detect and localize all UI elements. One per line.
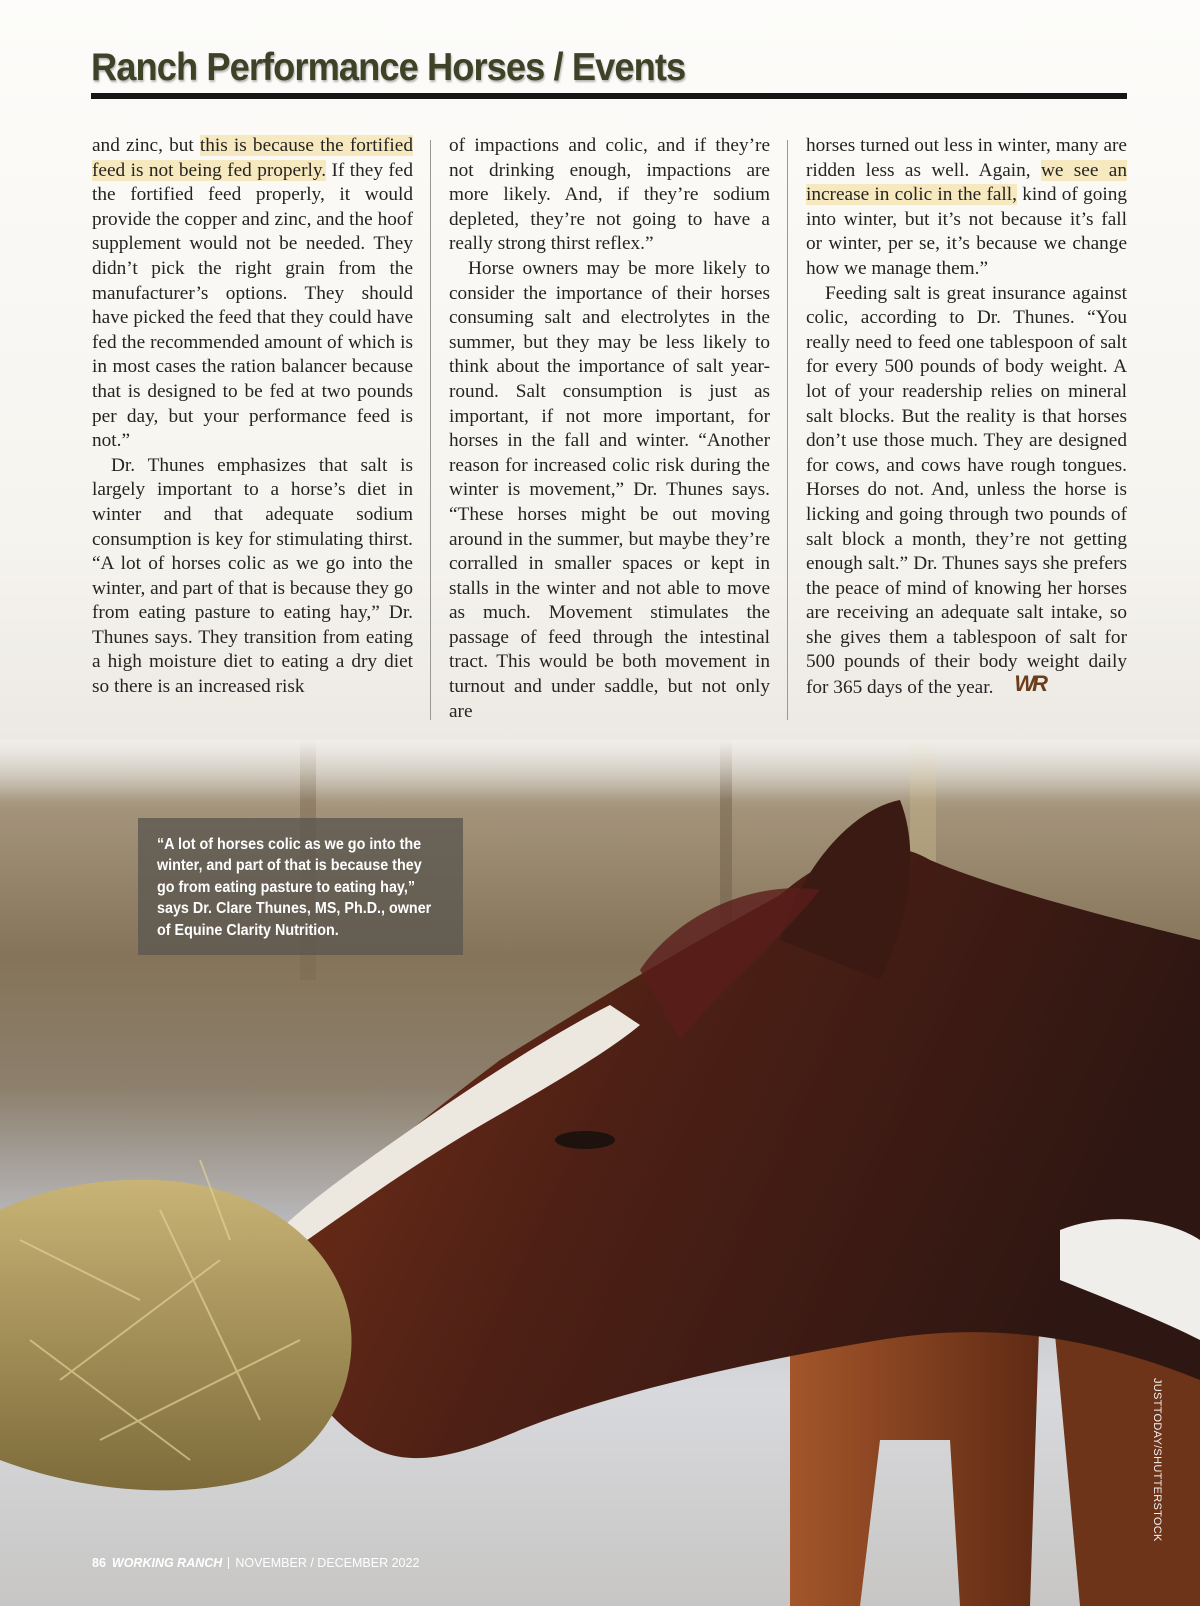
paragraph: Dr. Thunes emphasizes that salt is largely important to a horse’s diet in winter and that adequate sodium consumption is key for stimulating thirst. “A lot of horses colic as we go into the winter, and part of that is because they go from eating pasture to eating hay,” Dr. Thunes says. They transition from eating a high moisture diet to eating a dry diet so there is an increased risk <box>92 454 414 698</box>
paragraph: of impactions and colic, and if they’re not drinking enough, impactions are more likely. And, if they’re sodium depleted, they’re not going to have a really strong thirst reflex.” <box>449 135 770 255</box>
paragraph: Horse owners may be more likely to consider the importance of their horses consuming salt and electrolytes in the summer, but they may be less likely to think about the importance of salt year-round. Salt consumption is just as important, if not more important, for horses in the fall and winter. “Another reason for increased colic risk during the winter is movement,” Dr. Thunes says. “These horses might be out moving around in the summer, but maybe they’re corralled in smaller spaces or kept in stalls in the winter and not able to move as much. Movement stimulates the passage of feed through the intestinal tract. This would be both movement in turnout and under saddle, but not only are <box>449 257 770 722</box>
text-run: If they fed the fortified feed properly, it would provide the copper and zinc, and the hoof supplement would not be needed. They didn’t pick the right grain from the manufacturer’s options. They should have picked the feed that they could have fed the recommended amount of which is in most cases the ration balancer because that is designed to be fed at two pounds per day, but your performance feed is not.” <box>92 159 413 452</box>
highlighted-text: we see an increase in colic in the fall, <box>806 159 1127 206</box>
wr-end-logo: WR <box>1014 671 1046 697</box>
column-divider <box>787 140 788 720</box>
photo-top-fade <box>0 740 1200 800</box>
magazine-name: WORKING RANCH <box>111 1556 223 1570</box>
section-title: Ranch Performance Horses / Events <box>91 46 686 89</box>
highlighted-text: this is because the fortified feed is not being fed properly. <box>92 135 413 181</box>
horse-eye <box>555 1131 615 1149</box>
article-column-3 <box>806 134 1127 701</box>
article-column-2 <box>449 134 770 724</box>
text-run: Feeding salt is great insurance against colic, according to Dr. Thunes. “You really need to feed one tablespoon of salt for every 500 pounds of body weight. A lot of your readership relies on mineral salt blocks. But the reality is that horses don’t use those much. They are designed for cows, and cows have rough tongues. Horses do not. And, unless the horse is licking and going through two pounds of salt block a month, they’re not getting enough salt.” Dr. Thunes says she prefers the peace of mind of knowing her horses are receiving an adequate salt intake, so she gives them a tablespoon of salt for 500 pounds of their body weight daily for 365 days of the year. <box>806 282 1127 699</box>
paragraph <box>806 134 1127 282</box>
page-footer <box>92 1556 419 1570</box>
text-run: and zinc, but <box>92 135 200 156</box>
photo-credit: JUSTTODAY/SHUTTERSTOCK <box>1151 1378 1163 1542</box>
issue-date: NOVEMBER / DECEMBER 2022 <box>235 1556 420 1570</box>
header-rule <box>91 93 1127 99</box>
text-run: kind of going into winter, but it’s not because it’s fall or winter, per se, it’s because we change how we manage them.” <box>806 184 1127 279</box>
pull-quote: “A lot of horses colic as we go into the winter, and part of that is because they go from eating pasture to eating hay,” says Dr. Clare Thunes, MS, Ph.D., owner of Equine Clarity Nutrition. <box>157 836 432 939</box>
column-divider <box>430 140 431 720</box>
footer-separator <box>228 1557 229 1569</box>
article-column-1 <box>92 134 413 700</box>
page-number: 86 <box>92 1556 106 1570</box>
text-run: horses turned out less in winter, many are ridden less as well. Again, <box>806 135 1127 181</box>
paragraph <box>92 134 413 454</box>
paragraph <box>806 282 1127 701</box>
